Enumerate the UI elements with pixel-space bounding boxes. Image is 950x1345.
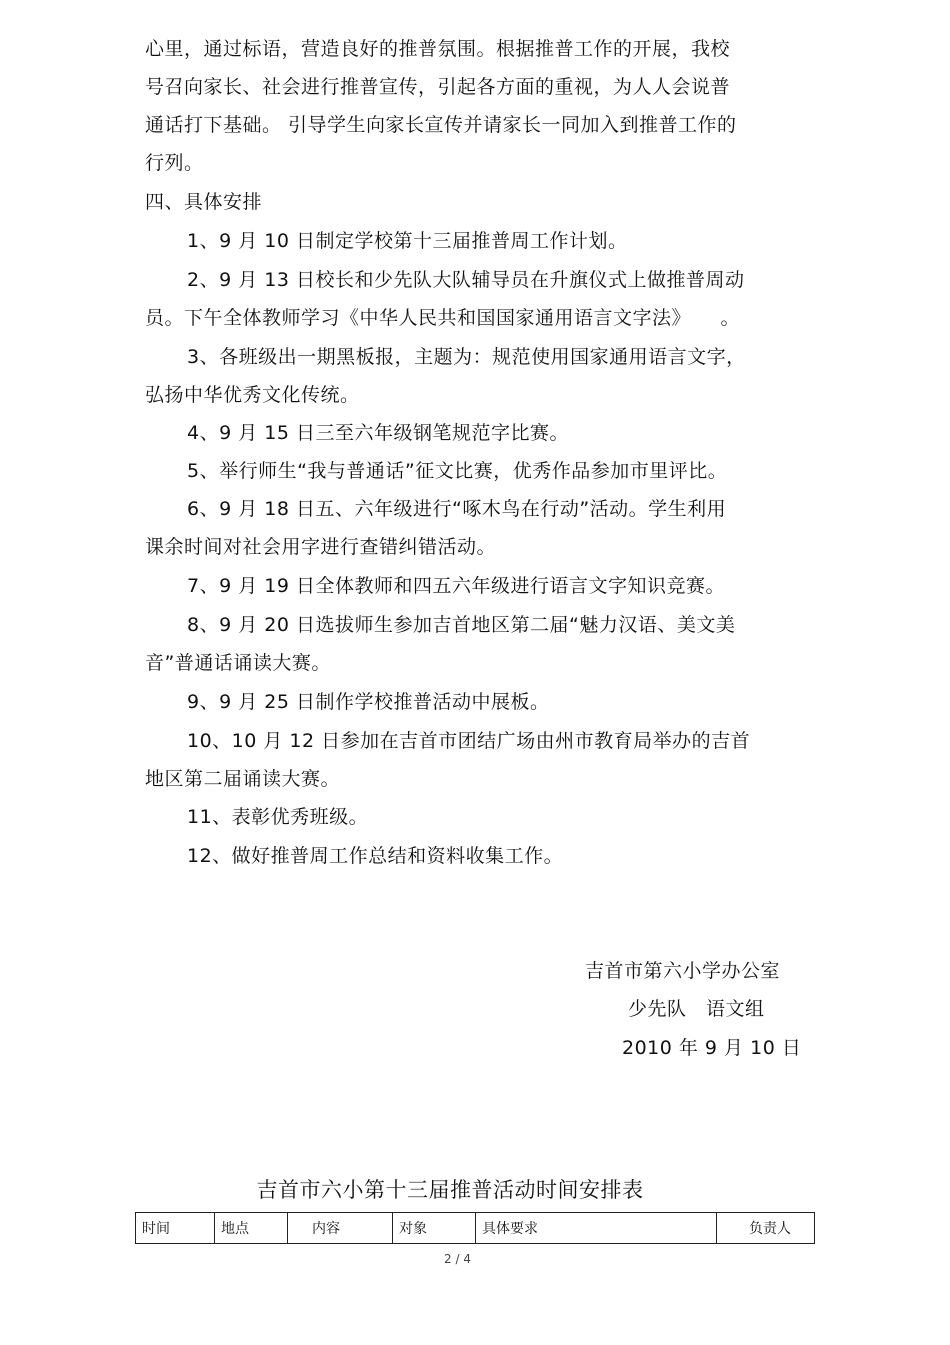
- section-heading: 四、具体安排: [145, 191, 263, 213]
- list-item: 2、9 月 13 日校长和少先队大队辅导员在升旗仪式上做推普周动: [187, 269, 745, 291]
- list-item-continuation: 课余时间对社会用字进行查错纠错活动。: [145, 536, 497, 558]
- header-audience: 对象: [393, 1213, 476, 1244]
- body-line: 号召向家长、社会进行推普宣传，引起各方面的重视，为人人会说普: [145, 76, 731, 98]
- list-item: 4、9 月 15 日三至六年级钢笔规范字比赛。: [187, 422, 569, 444]
- body-line: 心里，通过标语，营造良好的推普氛围。根据推普工作的开展，我校: [145, 38, 731, 60]
- header-time: 时间: [136, 1213, 215, 1244]
- header-owner: 负责人: [717, 1213, 815, 1244]
- list-item: 6、9 月 18 日五、六年级进行“啄木鸟在行动”活动。学生利用: [187, 498, 727, 520]
- header-content: 内容: [288, 1213, 393, 1244]
- header-location: 地点: [215, 1213, 288, 1244]
- list-item: 1、9 月 10 日制定学校第十三届推普周工作计划。: [187, 230, 628, 252]
- list-item: 3、各班级出一期黑板报，主题为：规范使用国家通用语言文字，: [187, 346, 746, 368]
- page-number: 2 / 4: [444, 1252, 471, 1266]
- list-item-continuation: 员。下午全体教师学习《中华人民共和国国家通用语言文字法》 。: [145, 307, 741, 329]
- list-item: 9、9 月 25 日制作学校推普活动中展板。: [187, 691, 550, 713]
- schedule-table: [135, 1212, 815, 1244]
- header-requirements: 具体要求: [476, 1213, 717, 1244]
- list-item: 8、9 月 20 日选拔师生参加吉首地区第二届“魅力汉语、美文美: [187, 614, 736, 636]
- list-item: 10、10 月 12 日参加在吉首市团结广场由州市教育局举办的吉首: [187, 730, 751, 752]
- list-item: 7、9 月 19 日全体教师和四五六年级进行语言文字知识竞赛。: [187, 575, 725, 597]
- list-item: 11、表彰优秀班级。: [187, 806, 369, 828]
- signature-date: 2010 年 9 月 10 日: [622, 1037, 802, 1059]
- body-line: 通话打下基础。 引导学生向家长宣传并请家长一同加入到推普工作的: [145, 114, 737, 136]
- list-item-continuation: 地区第二届诵读大赛。: [145, 768, 341, 790]
- table-title: 吉首市六小第十三届推普活动时间安排表: [256, 1178, 644, 1202]
- list-item-continuation: 弘扬中华优秀文化传统。: [145, 384, 360, 406]
- list-item-continuation: 音”普通话诵读大赛。: [145, 652, 331, 674]
- table-header-row: [136, 1213, 815, 1244]
- list-item: 5、举行师生“我与普通话”征文比赛，优秀作品参加市里评比。: [187, 460, 728, 482]
- signature-groups: 少先队 语文组: [628, 998, 765, 1020]
- body-line: 行列。: [145, 152, 204, 174]
- list-item: 12、做好推普周工作总结和资料收集工作。: [187, 845, 564, 867]
- signature-office: 吉首市第六小学办公室: [585, 960, 781, 982]
